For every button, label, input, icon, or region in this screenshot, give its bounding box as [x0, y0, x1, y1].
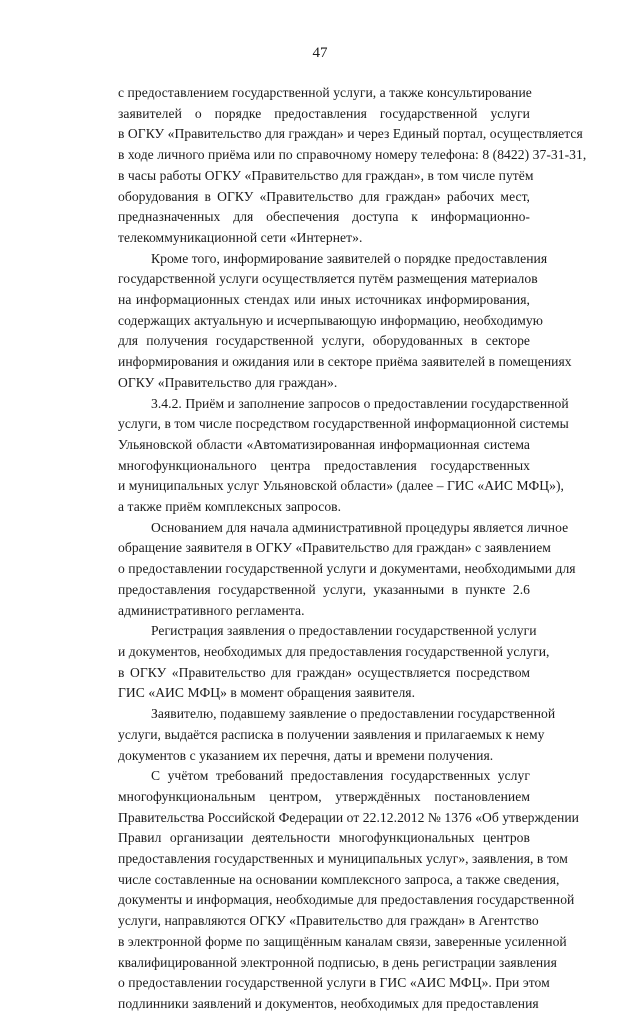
text-line: и документов, необходимых для предоставления государственной услуги,: [118, 643, 550, 659]
text-line: многофункциональным центром, утверждённых постановлением: [118, 788, 530, 804]
paragraph: [118, 249, 572, 394]
text-line: услуги, выдаётся расписка в получении заявления и прилагаемых к нему: [118, 726, 545, 742]
text-line: и муниципальных услуг Ульяновской области» (далее – ГИС «АИС МФЦ»),: [118, 478, 564, 494]
paragraph: [118, 704, 556, 766]
text-line: квалифицированной электронной подписью, в день регистрации заявления: [118, 954, 557, 970]
text-line: Ульяновской области «Автоматизированная информационная система: [118, 436, 530, 452]
text-line: услуги, направляются ОГКУ «Правительство для граждан» в Агентство: [118, 913, 539, 929]
text-line: Основанием для начала административной процедуры является личное: [151, 519, 569, 535]
text-line: о предоставлении государственной услуги в ГИС «АИС МФЦ». При этом: [118, 975, 550, 991]
paragraph: [118, 766, 579, 1014]
text-line: С учётом требований предоставления государственных услуг: [151, 768, 530, 784]
text-line: подлинники заявлений и документов, необходимых для предоставления: [118, 995, 539, 1011]
text-line: а также приём комплексных запросов.: [118, 499, 342, 515]
text-line: Правил организации деятельности многофункциональных центров: [118, 830, 530, 846]
page-number: 47: [312, 45, 328, 61]
text-line: документов с указанием их перечня, даты и времени получения.: [118, 747, 494, 763]
text-line: в ОГКУ «Правительство для граждан» осуществляется посредством: [118, 664, 530, 680]
text-line: административного регламента.: [118, 602, 305, 618]
text-line: многофункционального центра предоставления государственных: [118, 457, 530, 473]
text-line: о предоставлении государственной услуги и документами, необходимыми для: [118, 561, 576, 577]
text-line: ГИС «АИС МФЦ» в момент обращения заявителя.: [118, 685, 416, 701]
paragraph: [118, 83, 587, 249]
text-line: для получения государственной услуги, оборудованных в секторе: [118, 333, 530, 349]
text-line: на информационных стендах или иных источниках информирования,: [118, 292, 530, 308]
paragraph: [118, 394, 569, 518]
text-line: телекоммуникационной сети «Интернет».: [118, 229, 363, 245]
text-line: 3.4.2. Приём и заполнение запросов о предоставлении государственной: [151, 395, 569, 411]
paragraph: [118, 621, 550, 704]
text-line: предоставления государственной услуги, указанными в пункте 2.6: [118, 581, 530, 597]
text-line: оборудования в ОГКУ «Правительство для граждан» рабочих мест,: [118, 188, 530, 204]
text-line: ОГКУ «Правительство для граждан».: [118, 374, 338, 390]
text-line: в ОГКУ «Правительство для граждан» и через Единый портал, осуществляется: [118, 126, 583, 142]
text-line: услуги, в том числе посредством государственной информационной системы: [118, 416, 569, 432]
text-line: Заявителю, подавшему заявление о предоставлении государственной: [151, 706, 556, 722]
document-body: [118, 83, 587, 1015]
text-line: Правительства Российской Федерации от 22.12.2012 № 1376 «Об утверждении: [118, 809, 579, 825]
text-line: в часы работы ОГКУ «Правительство для граждан», в том числе путём: [118, 167, 534, 183]
text-line: информирования и ожидания или в секторе приёма заявителей в помещениях: [118, 354, 572, 370]
text-line: с предоставлением государственной услуги, а также консультирование: [118, 85, 532, 100]
text-line: числе составленные на основании комплексного запроса, а также сведения,: [118, 871, 560, 887]
text-line: обращение заявителя в ОГКУ «Правительство для граждан» с заявлением: [118, 540, 551, 556]
text-line: в ходе личного приёма или по справочному номеру телефона: 8 (8422) 37-31-31,: [118, 147, 587, 163]
text-line: Регистрация заявления о предоставлении государственной услуги: [151, 623, 537, 639]
text-line: в электронной форме по защищённым каналам связи, заверенные усиленной: [118, 933, 567, 949]
text-line: предназначенных для обеспечения доступа к информационно-: [118, 209, 530, 225]
paragraph: [118, 518, 576, 622]
text-line: предоставления государственных и муниципальных услуг», заявления, в том: [118, 851, 568, 867]
text-line: заявителей о порядке предоставления государственной услуги: [118, 105, 530, 121]
text-line: документы и информация, необходимые для предоставления государственной: [118, 892, 575, 908]
text-line: государственной услуги осуществляется путём размещения материалов: [118, 271, 538, 287]
text-line: Кроме того, информирование заявителей о порядке предоставления: [151, 250, 548, 266]
text-line: содержащих актуальную и исчерпывающую информацию, необходимую: [118, 312, 543, 328]
